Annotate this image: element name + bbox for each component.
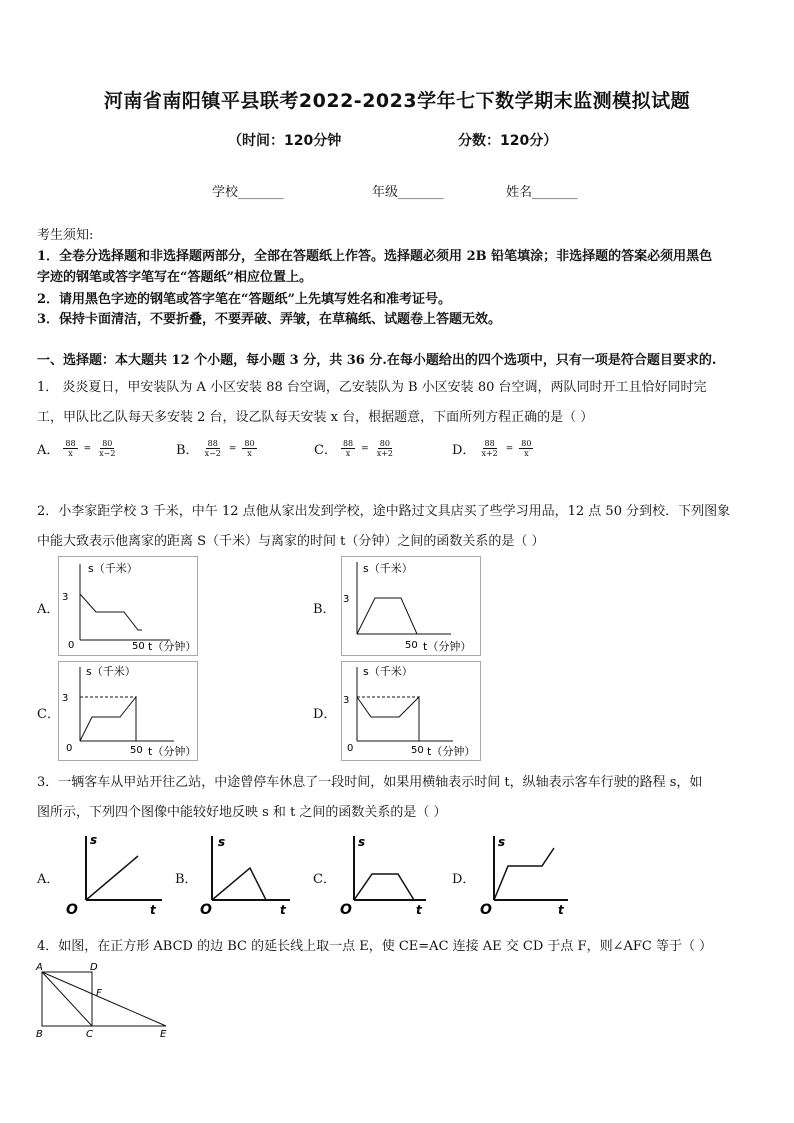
fraction: $\frac{88}{x}$ <box>65 439 76 458</box>
origin-label: O <box>340 902 352 918</box>
q3-label-a[interactable]: A． <box>37 872 60 887</box>
x-tick-50: 50 <box>132 641 145 652</box>
q1-option-c[interactable] <box>314 439 395 458</box>
graph-line <box>494 848 554 900</box>
fraction: $\frac{88}{x-2}$ <box>204 439 221 458</box>
t-label: t <box>150 903 156 917</box>
q3-graph-b <box>196 830 302 920</box>
q1-option-a[interactable] <box>37 439 117 458</box>
y-tick-3: 3 <box>343 695 350 706</box>
graph-line <box>212 868 266 900</box>
s-label: s <box>498 835 506 849</box>
equals: = <box>228 443 237 454</box>
x-label: t（分钟） <box>148 745 197 758</box>
s-label: s <box>218 835 226 849</box>
graph-line <box>357 697 419 741</box>
q2-label-b[interactable]: B． <box>313 602 336 617</box>
q1-text-1: 1． 炎炎夏日，甲安装队为 A 小区安装 88 台空调，乙安装队为 B 小区安装 80 台空调，两队同时开工且恰好同时完 <box>37 380 707 395</box>
q2-label-c[interactable]: C． <box>37 707 60 722</box>
time-info: （时间：120分钟 <box>228 133 342 149</box>
graph-line <box>354 874 414 900</box>
score-info: 分数：120分） <box>458 133 558 149</box>
graph-line <box>80 594 142 630</box>
t-label: t <box>558 903 564 917</box>
q2-label-a[interactable]: A． <box>37 602 60 617</box>
x-tick-0: 0 <box>68 640 75 651</box>
q3-text-1: 3．一辆客车从甲站开往乙站，中途曾停车休息了一段时间，如果用横轴表示时间 t，纵轴表示客车行驶的路程 s，如 <box>37 775 703 790</box>
q3-label-b[interactable]: B． <box>175 872 198 887</box>
q4-figure <box>34 960 174 1042</box>
origin-label: O <box>480 902 492 918</box>
x-tick-50: 50 <box>405 640 418 651</box>
section-heading: 一、选择题：本大题共 12 个小题，每小题 3 分，共 36 分.在每小题给出的四个选项中，只有一项是符合题目要求的. <box>37 353 717 368</box>
point-f: F <box>96 988 102 999</box>
school-field: 学校_______ <box>212 185 284 200</box>
y-tick-3: 3 <box>62 693 69 704</box>
q2-graph-b <box>341 556 481 656</box>
notice-item-2: 2．请用黑色字迹的钢笔或答字笔在“答题纸”上先填写姓名和准考证号。 <box>37 292 452 307</box>
fraction: $\frac{80}{x-2}$ <box>99 439 116 458</box>
option-label: D． <box>452 443 476 458</box>
y-label: s（千米） <box>363 562 413 575</box>
equals: = <box>83 443 92 454</box>
point-b: B <box>36 1029 43 1040</box>
name-field: 姓名_______ <box>506 185 578 200</box>
origin-label: O <box>200 902 212 918</box>
y-tick-3: 3 <box>62 592 69 603</box>
x-tick-50: 50 <box>130 745 143 756</box>
q4-text: 4．如图，在正方形 ABCD 的边 BC 的延长线上取一点 E，使 CE=AC 连接 AE 交 CD 于点 F，则∠AFC 等于（ ） <box>37 939 713 954</box>
x-label: t（分钟） <box>427 745 476 758</box>
y-label: s（千米） <box>363 665 413 678</box>
q2-label-d[interactable]: D． <box>313 707 337 722</box>
option-label: B． <box>176 443 199 458</box>
q2-graph-c <box>58 661 198 761</box>
origin-label: O <box>66 902 78 918</box>
t-label: t <box>280 903 286 917</box>
grade-field: 年级_______ <box>372 185 444 200</box>
option-label: C． <box>314 443 337 458</box>
q1-option-b[interactable] <box>176 439 257 458</box>
point-d: D <box>90 962 98 973</box>
graph-line <box>86 856 138 900</box>
s-label: s <box>358 835 366 849</box>
q3-graph-a <box>62 830 168 920</box>
q1-text-2: 工，甲队比乙队每天多安装 2 台，设乙队每天安装 x 台，根据题意，下面所列方程正确的是（ ） <box>37 410 594 425</box>
equals: = <box>505 443 514 454</box>
notice-item-1b: 字迹的钢笔或答字笔写在“答题纸”相应位置上。 <box>37 270 312 285</box>
graph-line <box>80 697 136 741</box>
y-label: s（千米） <box>88 562 138 575</box>
x-label: t（分钟） <box>148 640 197 653</box>
notice-item-3: 3．保持卡面清洁，不要折叠，不要弄破、弄皱，在草稿纸、试题卷上答题无效。 <box>37 312 502 327</box>
q3-label-d[interactable]: D． <box>452 872 476 887</box>
s-label: s <box>90 833 98 847</box>
q2-text-2: 中能大致表示他离家的距离 S（千米）与离家的时间 t（分钟）之间的函数关系的是（ ） <box>37 534 545 549</box>
fraction: $\frac{80}{x}$ <box>521 439 532 458</box>
x-tick-0: 0 <box>66 743 73 754</box>
q2-graph-a <box>58 556 198 656</box>
fraction: $\frac{80}{x}$ <box>244 439 255 458</box>
x-label: t（分钟） <box>423 640 472 653</box>
equals: = <box>361 443 369 454</box>
point-e: E <box>160 1029 167 1040</box>
segment-ae <box>42 972 166 1026</box>
x-tick-0: 0 <box>347 743 354 754</box>
y-label: s（千米） <box>86 665 136 678</box>
q3-label-c[interactable]: C． <box>313 872 336 887</box>
fraction: $\frac{88}{x+2}$ <box>481 439 498 458</box>
q2-graph-d <box>341 661 481 761</box>
q2-text-1: 2．小李家距学校 3 千米，中午 12 点他从家出发到学校，途中路过文具店买了些学习用品，12 点 50 分到校．下列图象 <box>37 504 731 519</box>
x-tick-50: 50 <box>411 745 424 756</box>
notice-item-1: 1．全卷分选择题和非选择题两部分，全部在答题纸上作答。选择题必须用 2B 铅笔填涂；非选择题的答案必须用黑色 <box>37 249 713 264</box>
point-a: A <box>36 962 43 973</box>
y-tick-3: 3 <box>343 594 350 605</box>
diagonal-ac <box>42 972 92 1026</box>
paper-title: 河南省南阳镇平县联考2022-2023学年七下数学期末监测模拟试题 <box>103 90 691 112</box>
fraction: $\frac{88}{x}$ <box>342 439 354 458</box>
fraction: $\frac{80}{x+2}$ <box>376 439 393 458</box>
notice-heading: 考生须知: <box>37 228 94 243</box>
q3-graph-d <box>476 830 582 920</box>
q3-text-2: 图所示，下列四个图像中能较好地反映 s 和 t 之间的函数关系的是（ ） <box>37 805 447 820</box>
q3-graph-c <box>336 830 442 920</box>
point-c: C <box>86 1029 93 1040</box>
t-label: t <box>416 903 422 917</box>
q1-option-d[interactable] <box>452 439 533 458</box>
graph-line <box>357 598 417 634</box>
option-label: A． <box>37 443 60 458</box>
